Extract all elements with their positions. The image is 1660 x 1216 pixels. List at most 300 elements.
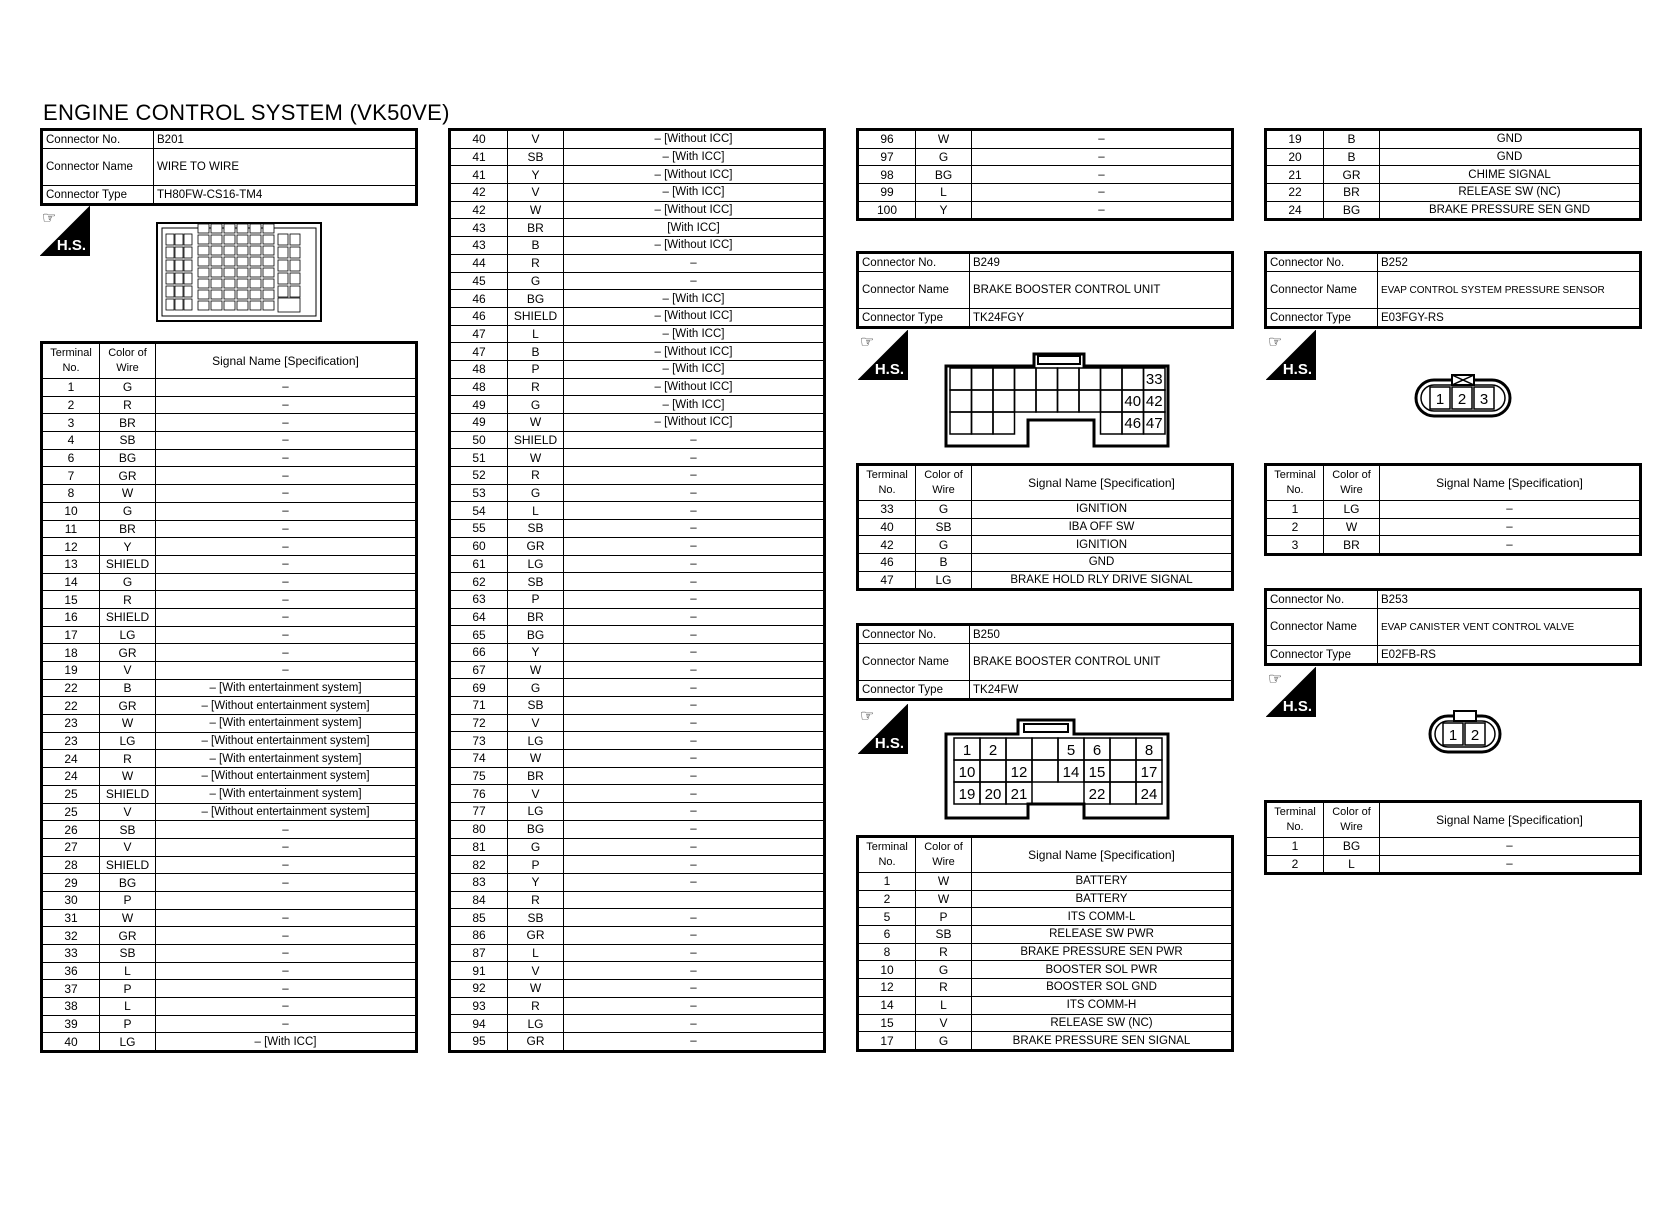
pin-cavity (211, 235, 222, 244)
signal-cell: – (972, 148, 1233, 166)
table-row (450, 254, 825, 272)
wire-color-cell: BG (508, 626, 564, 644)
table-row (42, 449, 417, 467)
signal-cell: IGNITION (972, 501, 1233, 519)
table-row (450, 1033, 825, 1052)
wire-color-cell: LG (100, 1033, 156, 1052)
table-row (42, 1015, 417, 1033)
wire-color-cell: BG (508, 820, 564, 838)
wire-color-cell: SHIELD (100, 785, 156, 803)
signal-cell: – (564, 661, 825, 679)
hs-label: H.S. (56, 237, 86, 254)
terminal-cell: 22 (42, 697, 100, 715)
terminal-cell: 44 (450, 254, 508, 272)
b201-pin-table-3 (856, 128, 1234, 221)
pin-cavity (250, 279, 261, 288)
table-row (858, 571, 1233, 590)
terminal-cell: 93 (450, 997, 508, 1015)
table-row (450, 661, 825, 679)
signal-cell: – (564, 732, 825, 750)
terminal-cell: 8 (42, 485, 100, 503)
b249-info (856, 251, 1234, 329)
terminal-header: Terminal No. (1266, 802, 1324, 838)
pin-cavity (250, 257, 261, 266)
table-row (42, 432, 417, 450)
wire-color-cell: BR (508, 608, 564, 626)
signal-cell: – (156, 396, 417, 414)
signal-cell: – (564, 767, 825, 785)
wire-color-cell: BR (100, 414, 156, 432)
signal-cell: – (156, 927, 417, 945)
b252-info (1264, 251, 1642, 329)
signal-cell: – (156, 555, 417, 573)
table-row (450, 750, 825, 768)
pin-cavity (184, 260, 192, 271)
terminal-cell: 63 (450, 590, 508, 608)
signal-cell: – [Without ICC] (564, 237, 825, 255)
connector-type-label: Connector Type (1266, 646, 1378, 665)
pin-cavity (166, 299, 174, 310)
pin-cavity (1006, 738, 1032, 760)
pin-cavity (1032, 760, 1058, 782)
wire-color-cell: G (508, 838, 564, 856)
terminal-cell: 47 (450, 343, 508, 361)
table-row (42, 821, 417, 839)
color-header: Color of Wire (100, 343, 156, 379)
terminal-cell: 41 (450, 148, 508, 166)
terminal-cell: 23 (42, 732, 100, 750)
pin-cavity (1036, 368, 1058, 390)
signal-cell: – (156, 874, 417, 892)
wire-color-cell: GR (100, 697, 156, 715)
pin-cavity (1058, 368, 1080, 390)
table-row (450, 520, 825, 538)
pin-number-label: 12 (1010, 764, 1028, 781)
wire-color-cell: G (508, 396, 564, 414)
terminal-cell: 38 (42, 998, 100, 1016)
signal-cell: BRAKE PRESSURE SEN PWR (972, 943, 1233, 961)
terminal-cell: 5 (858, 908, 916, 926)
signal-cell: – (564, 980, 825, 998)
signal-cell: – (156, 626, 417, 644)
terminal-cell: 24 (1266, 201, 1324, 220)
terminal-cell: 28 (42, 856, 100, 874)
table-row (42, 644, 417, 662)
signal-cell: – (564, 997, 825, 1015)
connector-name-value: EVAP CANISTER VENT CONTROL VALVE (1378, 609, 1641, 646)
pin-cavity (166, 273, 174, 284)
table-row (858, 908, 1233, 926)
signal-cell: – (1380, 838, 1641, 856)
pin-cavity (198, 290, 209, 299)
pin-cavity (250, 235, 261, 244)
table-row (42, 998, 417, 1016)
harness-side-badge (1266, 667, 1316, 717)
terminal-cell: 15 (858, 1014, 916, 1032)
pin-cavity (972, 412, 994, 434)
signal-cell: – (156, 608, 417, 626)
b201-pin-table-1 (40, 341, 418, 1053)
signal-cell: – (1380, 855, 1641, 874)
pin-cavity (175, 299, 183, 310)
wire-color-cell: BR (1324, 536, 1380, 555)
signal-cell: – (564, 803, 825, 821)
table-row (42, 768, 417, 786)
table-row (42, 838, 417, 856)
table-row (450, 396, 825, 414)
terminal-cell: 17 (858, 1032, 916, 1051)
wire-color-cell: W (100, 715, 156, 733)
table-row (42, 591, 417, 609)
connector-type-value: E02FB-RS (1378, 646, 1641, 665)
wire-color-cell: BG (1324, 201, 1380, 220)
wire-color-cell: P (100, 1015, 156, 1033)
signal-cell: – (972, 201, 1233, 220)
wire-color-cell: G (916, 501, 972, 519)
wire-color-cell: W (916, 890, 972, 908)
pin-cavity (198, 268, 209, 277)
wire-color-cell: G (916, 1032, 972, 1051)
table-row (450, 944, 825, 962)
signal-cell: – (156, 945, 417, 963)
connector-type-label: Connector Type (858, 309, 970, 328)
terminal-cell: 47 (450, 325, 508, 343)
b201-pin-table-2 (448, 128, 826, 1053)
wire-color-cell: SB (916, 518, 972, 536)
table-row (858, 1032, 1233, 1051)
terminal-cell: 99 (858, 184, 916, 202)
wire-color-cell: L (508, 944, 564, 962)
terminal-cell: 21 (1266, 166, 1324, 184)
wire-color-cell: BR (100, 520, 156, 538)
terminal-cell: 86 (450, 926, 508, 944)
signal-cell: – (564, 608, 825, 626)
pin-cavity (278, 273, 288, 284)
wire-color-cell: W (1324, 518, 1380, 536)
signal-cell: – (564, 502, 825, 520)
pin-cavity (1101, 412, 1123, 434)
terminal-cell: 29 (42, 874, 100, 892)
terminal-cell: 13 (42, 555, 100, 573)
connector-no-value: B253 (1378, 590, 1641, 609)
hand-pointing-icon: ☞ (1268, 334, 1283, 351)
pin-cavity (263, 268, 274, 277)
signal-cell: – [With entertainment system] (156, 679, 417, 697)
table-row (450, 378, 825, 396)
wire-color-cell: W (100, 768, 156, 786)
table-row (450, 502, 825, 520)
wire-color-cell: V (100, 803, 156, 821)
table-row (450, 891, 825, 909)
table-row (858, 166, 1233, 184)
signal-cell: – (972, 130, 1233, 149)
wire-color-cell: B (1324, 148, 1380, 166)
harness-side-badge (858, 704, 908, 754)
wire-color-cell: R (508, 997, 564, 1015)
terminal-cell: 53 (450, 484, 508, 502)
terminal-cell: 42 (450, 184, 508, 202)
pin-cavity (1015, 390, 1037, 412)
terminal-cell: 72 (450, 714, 508, 732)
signal-cell: – (156, 838, 417, 856)
wire-color-cell: W (508, 201, 564, 219)
pin-number-label: 33 (1145, 371, 1163, 388)
table-row (42, 785, 417, 803)
pin-cavity (198, 279, 209, 288)
b250-pin-table (856, 835, 1234, 1052)
terminal-cell: 87 (450, 944, 508, 962)
wire-color-cell: G (508, 679, 564, 697)
wire-color-cell: SHIELD (508, 431, 564, 449)
wire-color-cell: V (916, 1014, 972, 1032)
signal-cell: – (156, 998, 417, 1016)
wire-color-cell: SB (100, 821, 156, 839)
signal-cell: – [With ICC] (564, 290, 825, 308)
table-row (450, 926, 825, 944)
b250-info (856, 623, 1234, 701)
pin-cavity (263, 301, 274, 310)
signal-cell: – (564, 909, 825, 927)
connector-type-label: Connector Type (1266, 309, 1378, 328)
wire-color-cell: R (100, 591, 156, 609)
pin-cavity (184, 234, 192, 245)
b253-connector-diagram (1428, 710, 1504, 756)
pin-cavity (166, 286, 174, 297)
wire-color-cell: LG (1324, 501, 1380, 519)
wire-color-cell: SB (508, 909, 564, 927)
wire-color-cell: BR (1324, 184, 1380, 202)
signal-cell: – (564, 838, 825, 856)
signal-cell: – [With ICC] (564, 396, 825, 414)
connector-type-value: TK24FW (970, 681, 1233, 700)
page-title: ENGINE CONTROL SYSTEM (VK50VE) (43, 100, 450, 125)
terminal-cell: 74 (450, 750, 508, 768)
wire-color-cell: SHIELD (508, 307, 564, 325)
signal-cell: GND (972, 554, 1233, 572)
terminal-cell: 1 (858, 873, 916, 891)
hand-pointing-icon: ☞ (1268, 671, 1283, 688)
terminal-cell: 3 (42, 414, 100, 432)
wire-color-cell: V (508, 184, 564, 202)
wire-color-cell: SHIELD (100, 555, 156, 573)
terminal-cell: 39 (42, 1015, 100, 1033)
terminal-cell: 46 (450, 307, 508, 325)
signal-cell: – (564, 449, 825, 467)
signal-cell: – (156, 502, 417, 520)
connector-no-value: B250 (970, 625, 1233, 644)
terminal-cell: 95 (450, 1033, 508, 1052)
table-row (450, 856, 825, 874)
signal-cell: BATTERY (972, 873, 1233, 891)
table-row (858, 148, 1233, 166)
terminal-header: Terminal No. (858, 465, 916, 501)
pin-cavity (184, 247, 192, 258)
pin-cavity (198, 301, 209, 310)
signal-cell: – (156, 962, 417, 980)
pin-cavity (237, 290, 248, 299)
terminal-cell: 42 (858, 536, 916, 554)
pin-cavity (250, 290, 261, 299)
hand-pointing-icon: ☞ (860, 334, 875, 351)
signal-cell: – [With ICC] (156, 1033, 417, 1052)
terminal-cell: 10 (858, 961, 916, 979)
b249-connector-diagram (944, 352, 1170, 448)
wire-color-cell: SB (916, 926, 972, 944)
pin-cavity (198, 246, 209, 255)
wire-color-cell: BR (508, 219, 564, 237)
signal-cell: – [Without ICC] (564, 378, 825, 396)
table-row (42, 679, 417, 697)
wire-color-cell: SHIELD (100, 608, 156, 626)
pin-cavity (198, 235, 209, 244)
pin-number-label: 5 (1066, 742, 1076, 759)
pin-cavity (250, 268, 261, 277)
table-row (450, 130, 825, 149)
wire-color-cell: R (508, 891, 564, 909)
connector-name-value: BRAKE BOOSTER CONTROL UNIT (970, 272, 1233, 309)
pin-cavity (224, 246, 235, 255)
signal-cell: IGNITION (972, 536, 1233, 554)
pin-cavity (263, 257, 274, 266)
table-row (450, 679, 825, 697)
table-row (450, 148, 825, 166)
signal-cell: – (564, 750, 825, 768)
wire-color-cell: P (508, 856, 564, 874)
table-row (450, 803, 825, 821)
terminal-cell: 2 (858, 890, 916, 908)
b201-connector-diagram (156, 222, 322, 324)
table-row (42, 467, 417, 485)
signal-cell (564, 891, 825, 909)
b250-connector-diagram (944, 718, 1170, 820)
table-row (42, 662, 417, 680)
wire-color-cell: L (508, 325, 564, 343)
wire-color-cell: V (508, 785, 564, 803)
wire-color-cell: W (100, 485, 156, 503)
wire-color-cell: V (508, 962, 564, 980)
hand-pointing-icon: ☞ (42, 210, 57, 227)
signal-cell: – (564, 254, 825, 272)
signal-cell: – (564, 590, 825, 608)
terminal-cell: 24 (42, 768, 100, 786)
wire-color-cell: R (508, 378, 564, 396)
wire-color-cell: B (916, 554, 972, 572)
table-row (42, 555, 417, 573)
wire-color-cell: W (508, 661, 564, 679)
wire-color-cell: GR (100, 467, 156, 485)
signal-cell: BOOSTER SOL PWR (972, 961, 1233, 979)
table-row (858, 201, 1233, 220)
table-row (450, 360, 825, 378)
terminal-cell: 80 (450, 820, 508, 838)
connector-name-label: Connector Name (42, 149, 154, 186)
wire-color-cell: B (508, 237, 564, 255)
pin-number-label: 2 (1470, 727, 1480, 744)
connector-type-value: TK24FGY (970, 309, 1233, 328)
hs-label: H.S. (874, 735, 904, 752)
table-row (450, 697, 825, 715)
table-row (450, 431, 825, 449)
table-row (42, 414, 417, 432)
terminal-cell: 19 (1266, 130, 1324, 149)
terminal-cell: 41 (450, 166, 508, 184)
terminal-cell: 6 (42, 449, 100, 467)
pin-number-label: 14 (1062, 764, 1080, 781)
pin-number-label: 10 (958, 764, 976, 781)
terminal-cell: 45 (450, 272, 508, 290)
table-row (450, 343, 825, 361)
terminal-cell: 12 (858, 979, 916, 997)
signal-cell: – (564, 431, 825, 449)
signal-cell: – (564, 555, 825, 573)
terminal-header: Terminal No. (42, 343, 100, 379)
signal-cell: – (156, 1015, 417, 1033)
wire-color-cell: R (100, 396, 156, 414)
pin-cavity (290, 286, 300, 297)
connector-name-label: Connector Name (858, 272, 970, 309)
wire-color-cell: W (508, 414, 564, 432)
signal-cell (156, 891, 417, 909)
harness-side-badge (1266, 330, 1316, 380)
wire-color-cell: L (100, 998, 156, 1016)
wire-color-cell: SB (508, 148, 564, 166)
table-row (858, 536, 1233, 554)
terminal-cell: 40 (42, 1033, 100, 1052)
connector-no-value: B249 (970, 253, 1233, 272)
terminal-cell: 71 (450, 697, 508, 715)
signal-cell: ITS COMM-H (972, 996, 1233, 1014)
terminal-cell: 43 (450, 237, 508, 255)
pin-cavity (211, 246, 222, 255)
signal-cell: – [Without entertainment system] (156, 768, 417, 786)
terminal-cell: 69 (450, 679, 508, 697)
pin-cavity (1101, 390, 1123, 412)
signal-cell: – (564, 714, 825, 732)
terminal-cell: 14 (858, 996, 916, 1014)
table-row (858, 873, 1233, 891)
wire-color-cell: Y (100, 538, 156, 556)
terminal-cell: 8 (858, 943, 916, 961)
pin-number-label: 42 (1145, 393, 1163, 410)
pin-cavity (263, 224, 274, 233)
terminal-cell: 65 (450, 626, 508, 644)
signal-header: Signal Name [Specification] (1380, 802, 1641, 838)
wire-color-cell: B (100, 679, 156, 697)
connector-type-value: TH80FW-CS16-TM4 (154, 186, 417, 205)
terminal-cell: 49 (450, 414, 508, 432)
terminal-cell: 48 (450, 360, 508, 378)
terminal-cell: 32 (42, 927, 100, 945)
pin-cavity (278, 260, 288, 271)
color-header: Color of Wire (1324, 802, 1380, 838)
connector-no-label: Connector No. (858, 253, 970, 272)
signal-cell: – (156, 538, 417, 556)
terminal-cell: 81 (450, 838, 508, 856)
signal-cell: – (156, 856, 417, 874)
pin-cavity (263, 235, 274, 244)
table-row (1266, 855, 1641, 874)
pin-cavity (175, 260, 183, 271)
table-row (42, 1033, 417, 1052)
signal-cell: – (564, 573, 825, 591)
pin-cavity (198, 257, 209, 266)
pin-cavity (198, 224, 209, 233)
table-row (450, 909, 825, 927)
pin-cavity (175, 273, 183, 284)
signal-cell: – (564, 679, 825, 697)
table-row (42, 874, 417, 892)
table-row (450, 307, 825, 325)
